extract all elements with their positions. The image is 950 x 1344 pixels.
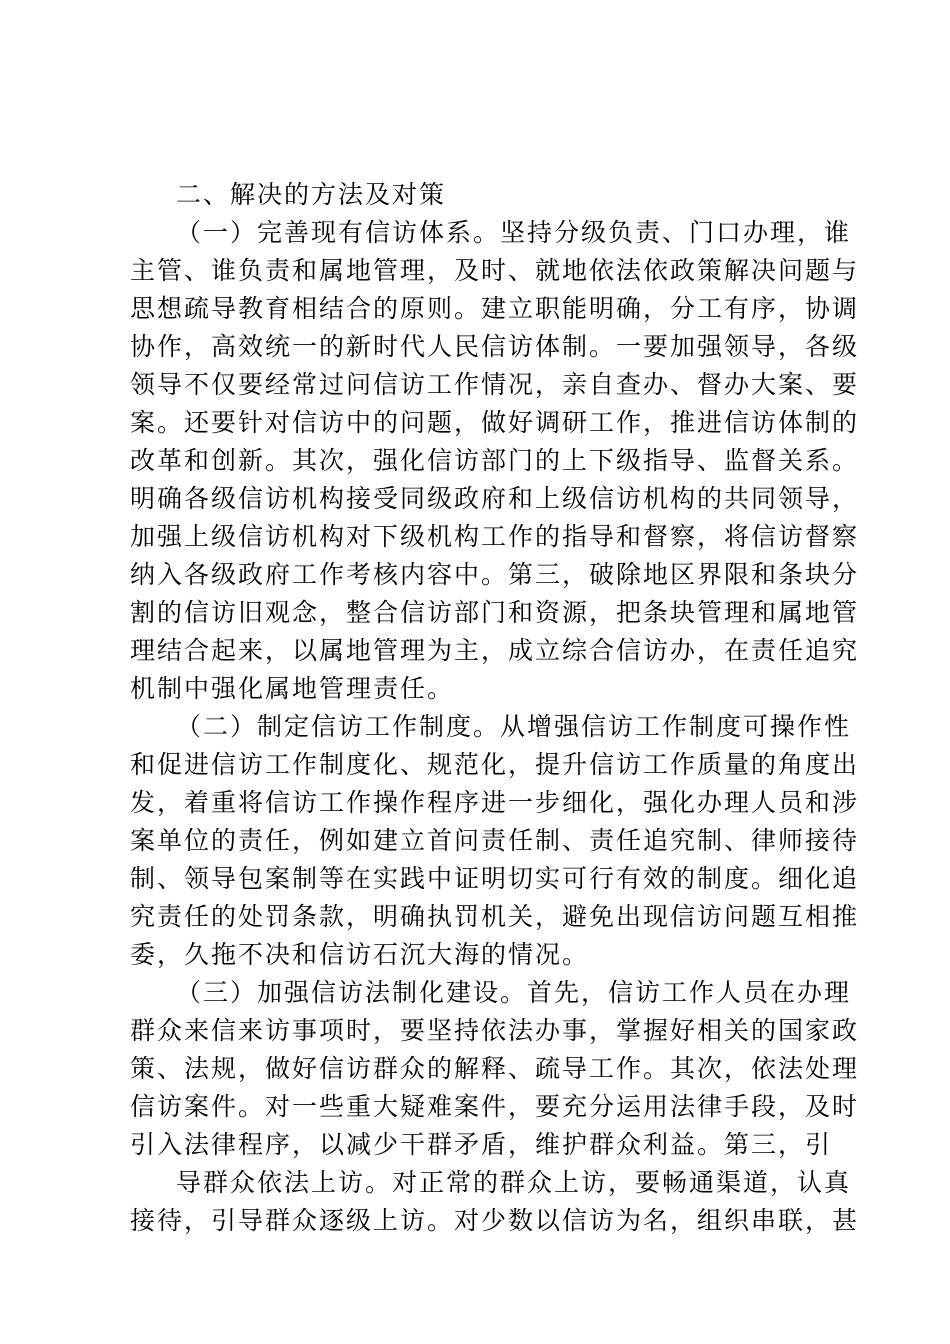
paragraph-line: 究责任的处罚条款，明确执罚机关，避免出现信访问题互相推 — [130, 902, 860, 931]
paragraph-line: 加强上级信访机构对下级机构工作的指导和督察，将信访督察 — [130, 522, 860, 551]
paragraph-line: 引入法律程序，以减少干群矛盾，维护群众利益。第三，引 — [130, 1130, 833, 1159]
paragraph-line: 策、法规，做好信访群众的解释、疏导工作。其次，依法处理 — [130, 1054, 860, 1083]
paragraph-line: 机制中强化属地管理责任。 — [130, 674, 455, 703]
paragraph-line: 和促进信访工作制度化、规范化，提升信访工作质量的角度出 — [130, 750, 860, 779]
paragraph-line: 导群众依法上访。对正常的群众上访，要畅通渠道，认真 — [176, 1168, 852, 1197]
paragraph-line: 改革和创新。其次，强化信访部门的上下级指导、监督关系。 — [130, 446, 860, 475]
paragraph-line: 群众来信来访事项时，要坚持依法办事，掌握好相关的国家政 — [130, 1016, 860, 1045]
paragraph-line: 纳入各级政府工作考核内容中。第三，破除地区界限和条块分 — [130, 560, 860, 589]
section-heading: 二、解决的方法及对策 — [176, 180, 447, 209]
paragraph-line: 思想疏导教育相结合的原则。建立职能明确，分工有序，协调 — [130, 294, 860, 323]
paragraph-line: 割的信访旧观念，整合信访部门和资源，把条块管理和属地管 — [130, 598, 860, 627]
paragraph-line: 信访案件。对一些重大疑难案件，要充分运用法律手段，及时 — [130, 1092, 860, 1121]
paragraph-line: 理结合起来，以属地管理为主，成立综合信访办，在责任追究 — [130, 636, 860, 665]
paragraph-line: 主管、谁负责和属地管理，及时、就地依法依政策解决问题与 — [130, 256, 860, 285]
paragraph-line: 委，久拖不决和信访石沉大海的情况。 — [130, 940, 590, 969]
paragraph-line: （三）加强信访法制化建设。首先，信访工作人员在办理 — [176, 978, 852, 1007]
paragraph-line: 案单位的责任，例如建立首问责任制、责任追究制、律师接待 — [130, 826, 860, 855]
paragraph-line: 接待，引导群众逐级上访。对少数以信访为名，组织串联，甚 — [130, 1206, 860, 1235]
paragraph-line: 案。还要针对信访中的问题，做好调研工作，推进信访体制的 — [130, 408, 860, 437]
paragraph-line: 协作，高效统一的新时代人民信访体制。一要加强领导，各级 — [130, 332, 860, 361]
paragraph-line: 制、领导包案制等在实践中证明切实可行有效的制度。细化追 — [130, 864, 860, 893]
paragraph-line: 领导不仅要经常过问信访工作情况，亲自查办、督办大案、要 — [130, 370, 860, 399]
paragraph-line: （一）完善现有信访体系。坚持分级负责、门口办理，谁 — [176, 218, 852, 247]
paragraph-line: 明确各级信访机构接受同级政府和上级信访机构的共同领导， — [130, 484, 860, 513]
paragraph-line: 发，着重将信访工作操作程序进一步细化，强化办理人员和涉 — [130, 788, 860, 817]
paragraph-line: （二）制定信访工作制度。从增强信访工作制度可操作性 — [176, 712, 852, 741]
